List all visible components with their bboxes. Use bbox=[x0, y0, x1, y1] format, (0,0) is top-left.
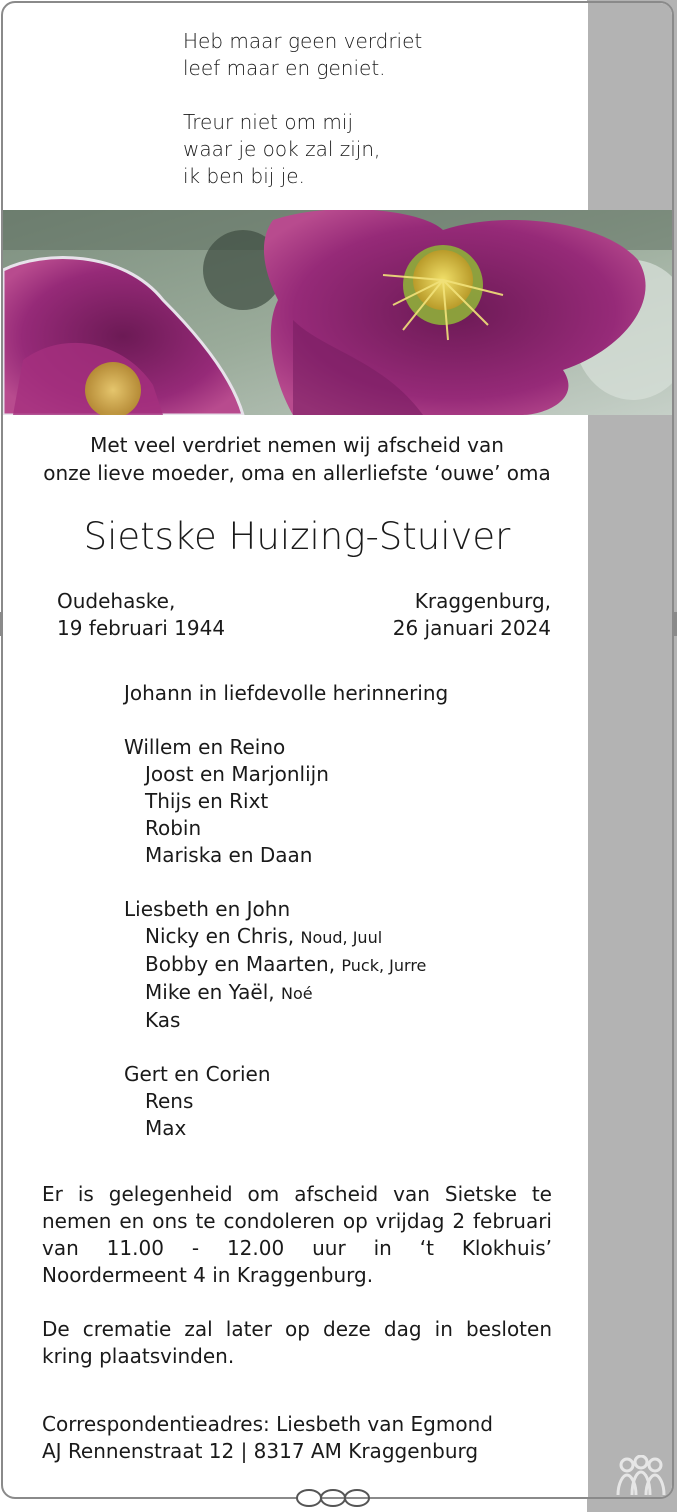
birth-date: 19 februari 1944 bbox=[57, 616, 226, 640]
poem-line: ik ben bij je. bbox=[183, 164, 305, 188]
poem-line: leef maar en geniet. bbox=[183, 56, 386, 80]
deceased-name: Sietske Huizing-Stuiver bbox=[83, 515, 511, 558]
member-children: Noé bbox=[280, 984, 313, 1003]
member-name: Nicky en Chris, bbox=[145, 924, 295, 948]
three-rings-icon bbox=[295, 1488, 371, 1512]
member-name: Kas bbox=[145, 1008, 181, 1032]
address-line: Correspondentieadres: Liesbeth van Egmond bbox=[42, 1412, 493, 1436]
birth-place: Oudehaske, bbox=[57, 589, 176, 613]
poem-line: Heb maar geen verdriet bbox=[183, 29, 423, 53]
spouse-line: Johann in liefdevolle herinnering bbox=[124, 681, 449, 705]
family-member: Rens bbox=[145, 1089, 194, 1113]
intro-line: onze lieve moeder, oma en allerliefste ‘ouwe’ oma bbox=[43, 461, 551, 485]
death-place: Kraggenburg, bbox=[414, 589, 551, 613]
death-date: 26 januari 2024 bbox=[392, 616, 551, 640]
obituary-card bbox=[1, 1, 674, 1499]
family-member bbox=[124, 951, 448, 979]
family-group-head: Willem en Reino bbox=[124, 735, 286, 759]
family-member: Robin bbox=[145, 816, 202, 840]
condolence-paragraph: Er is gelegenheid om afscheid van Sietske te nemen en ons te condoleren op vrijdag 2 februari van 11.00 - 12.00 uur in ‘t Klokhuis’ Noordermeent 4 in Kraggenburg. bbox=[42, 1182, 552, 1287]
family-group-head: Gert en Corien bbox=[124, 1062, 271, 1086]
family-group-2 bbox=[124, 896, 448, 1034]
family-member: Joost en Marjonlijn bbox=[145, 762, 329, 786]
family-group-head: Liesbeth en John bbox=[124, 897, 291, 921]
death-info bbox=[393, 588, 551, 642]
poem-line: Treur niet om mij bbox=[183, 110, 354, 134]
family-member bbox=[124, 923, 448, 951]
birth-info bbox=[57, 588, 225, 642]
member-name: Bobby en Maarten, bbox=[145, 952, 336, 976]
family-group-3 bbox=[124, 1061, 448, 1142]
family-member: Max bbox=[145, 1116, 187, 1140]
family-member: Mariska en Daan bbox=[145, 843, 313, 867]
poem-line: waar je ook zal zijn, bbox=[183, 137, 381, 161]
intro-line: Met veel verdriet nemen wij afscheid van bbox=[90, 433, 504, 457]
correspondence-address bbox=[42, 1411, 493, 1465]
member-name: Mike en Yaël, bbox=[145, 980, 275, 1004]
cremation-paragraph: De crematie zal later op deze dag in besloten kring plaatsvinden. bbox=[42, 1317, 552, 1368]
family-group-1 bbox=[124, 734, 448, 869]
people-logo-icon bbox=[615, 1455, 667, 1501]
family-member: Thijs en Rixt bbox=[145, 789, 269, 813]
address-line: AJ Rennenstraat 12 | 8317 AM Kraggenburg bbox=[42, 1439, 479, 1463]
content-area bbox=[3, 3, 591, 1499]
member-children: Puck, Jurre bbox=[341, 956, 427, 975]
member-children: Noud, Juul bbox=[300, 928, 383, 947]
family-list bbox=[124, 680, 448, 1169]
intro-text bbox=[3, 431, 591, 487]
family-member bbox=[124, 979, 448, 1007]
family-member bbox=[124, 1007, 448, 1034]
